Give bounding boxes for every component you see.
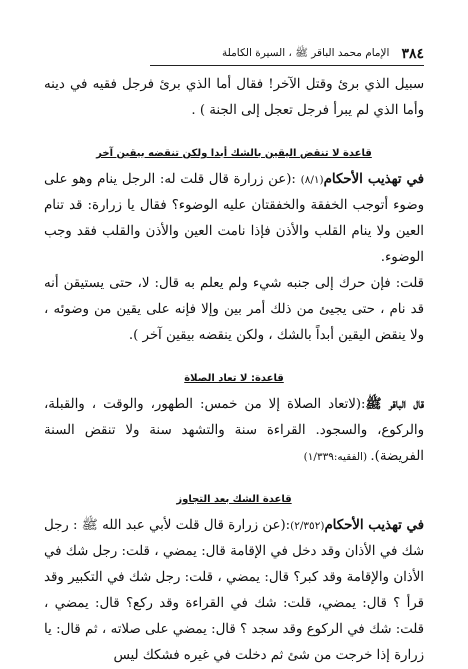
source-reference: (الفقيه:١/٣٣٩) (303, 451, 371, 463)
section-heading-doubt: قاعدة الشك بعد التجاوز (176, 494, 292, 505)
paragraph-text: :(عن زرارة قال قلت له: الرجل ينام وهو على وضوء أتوجب الخفقة والخفقتان عليه الوضوء؟ فقال يا زرارة: قد تنام العين ولا ينام القلب والأذن فإذا نامت العين والأذن والقلب فقد وجب الوضوء. (44, 172, 424, 265)
running-title: الإمام محمد الباقر ﷺ ، السيرة الكاملة (222, 47, 390, 59)
paragraph-continuation: سبيل الذي برئ وقتل الآخر! فقال أما الذي برئ فرجل فقيه في دينه وأما الذي لم يبرأ فرجل تعجل إلى الجنة ) . (44, 77, 424, 118)
section-heading-certainty: قاعدة لا تنقض اليقين بالشك أبدا ولكن تنقضه بيقين آخر (96, 148, 372, 159)
paragraph-text: :(عن زرارة قال قلت لأبي عبد الله ﷺ : رجل شك في الأذان وقد دخل في الإقامة قال: يمضي ، قلت: رجل شك في الأذان والإقامة وقد كبر؟ قال: يمضي ، قلت: رجل شك في التكبير وقد قرأ ؟ قال: يمضي، قلت: شك في القراءة وقد ركع؟ قال: يمضي ، قلت: شك في الركوع وقد سجد ؟ قال: يمضي على صلاته ، ثم قال: يا زرارة إذا خرجت من شئ ثم دخلت في غيره فشكك ليس (44, 518, 424, 663)
source-lead: في تهذيب الأحكام (324, 518, 425, 533)
paragraph-tahdhib-2 (44, 513, 424, 669)
paragraph-question: قلت: فإن حرك إلى جنبه شيء ولم يعلم به قال: لا، حتى يستيقن أنه قد نام ، حتى يجيئ من ذلك أمر بين وإلا فإنه على يقين من وضوئه ، ولا ينقض اليقين أبداً بالشك ، ولكن ينقضه بيقين آخر ). (44, 276, 424, 343)
paragraph-text: :(لاتعاد الصلاة إلا من خمس: الطهور، والوقت ، والقبلة، والركوع، والسجود. القراءة سنة والتشهد سنة ولا تنقض السنة الفريضة). (44, 397, 424, 464)
page-content (44, 72, 424, 669)
page-number: ٣٨٤ (401, 46, 424, 62)
source-reference: (٢/٣٥٢) (290, 520, 325, 532)
paragraph-baqir (44, 392, 424, 470)
source-lead: في تهذيب الأحكام (323, 172, 424, 187)
source-reference: (٨/١) (300, 174, 324, 186)
section-heading-prayer: قاعدة: لا تعاد الصلاة (184, 373, 284, 384)
page-header (150, 40, 424, 66)
paragraph-tahdhib-1 (44, 167, 424, 271)
source-lead: قال الباقر ﷺ (365, 397, 424, 412)
